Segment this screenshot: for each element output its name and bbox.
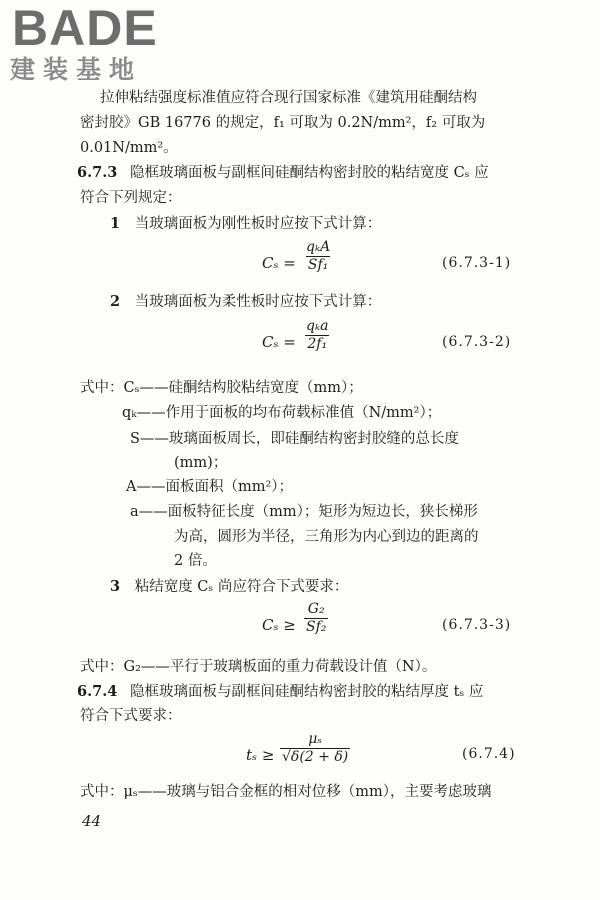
brand-tagline: 建装基地 bbox=[10, 55, 143, 84]
item-text: 当玻璃面板为刚性板时应按下式计算： bbox=[134, 216, 382, 232]
intro-line-2: 密封胶》GB 16776 的规定，f₁ 可取为 0.2N/mm²，f₂ 可取为 bbox=[80, 115, 486, 131]
numerator: G₂ bbox=[307, 601, 325, 617]
equation-3-fraction bbox=[304, 601, 328, 636]
item-number: 3 bbox=[110, 578, 121, 595]
numerator: qₖa bbox=[306, 318, 329, 334]
intro-line-3: 0.01N/mm²。 bbox=[80, 140, 178, 156]
var-a-line-3: 2 倍。 bbox=[174, 553, 217, 569]
var-qk: qₖ——作用于面板的均布荷载标准值（N/mm²）； bbox=[122, 405, 442, 421]
equation-1-lhs: Cₛ = bbox=[262, 254, 296, 272]
equation-2-label: (6.7.3-2) bbox=[442, 334, 512, 350]
var-s-line-2: (mm)； bbox=[174, 455, 228, 471]
where-g2: 式中：G₂——平行于玻璃板面的重力荷载设计值（N）。 bbox=[80, 659, 437, 675]
item-2 bbox=[110, 292, 381, 312]
section-text: 隐框玻璃面板与副框间硅酮结构密封胶的粘结宽度 Cₛ 应 bbox=[129, 165, 489, 181]
where-mu: 式中：μₛ——玻璃与铝合金框的相对位移（mm），主要考虑玻璃 bbox=[80, 784, 492, 800]
equation-4-lhs: tₛ ≥ bbox=[246, 746, 275, 764]
denominator: 2f₁ bbox=[307, 336, 328, 352]
numerator: μₛ bbox=[308, 731, 323, 747]
equation-3-lhs: Cₛ ≥ bbox=[262, 616, 296, 634]
var-a-line-2: 为高，圆形为半径，三角形为内心到边的距离的 bbox=[174, 529, 479, 545]
var-A: A——面板面积（mm²）； bbox=[126, 479, 294, 495]
page-number: 44 bbox=[82, 812, 102, 830]
equation-4-fraction bbox=[280, 731, 350, 766]
brand-logo: BADE bbox=[12, 0, 158, 56]
section-6-7-4-heading bbox=[77, 682, 483, 702]
section-6-7-3-heading bbox=[77, 163, 489, 183]
section-number: 6.7.4 bbox=[77, 683, 118, 700]
item-3 bbox=[110, 577, 348, 597]
equation-2-lhs: Cₛ = bbox=[262, 333, 296, 351]
equation-1-fraction bbox=[304, 239, 332, 274]
section-6-7-3-line-2: 符合下列规定： bbox=[80, 190, 182, 206]
equation-4-label: (6.7.4) bbox=[462, 746, 516, 762]
equation-2-fraction bbox=[304, 318, 330, 353]
item-number: 2 bbox=[110, 293, 121, 310]
var-cs bbox=[80, 378, 363, 398]
section-6-7-4-line-2: 符合下式要求： bbox=[80, 708, 182, 724]
numerator: qₖA bbox=[306, 239, 331, 255]
denominator: Sf₁ bbox=[307, 257, 329, 273]
var-text: Cₛ——硅酮结构胶粘结宽度（mm）； bbox=[123, 380, 363, 396]
item-text: 当玻璃面板为柔性板时应按下式计算： bbox=[134, 294, 382, 310]
section-number: 6.7.3 bbox=[77, 164, 118, 181]
item-number: 1 bbox=[110, 215, 121, 232]
section-text: 隐框玻璃面板与副框间硅酮结构密封胶的粘结厚度 tₛ 应 bbox=[129, 684, 484, 700]
item-text: 粘结宽度 Cₛ 尚应符合下式要求： bbox=[134, 579, 349, 595]
where-prefix: 式中： bbox=[80, 380, 124, 396]
equation-3-label: (6.7.3-3) bbox=[442, 617, 512, 633]
var-s-line-1: S——玻璃面板周长，即硅酮结构密封胶缝的总长度 bbox=[130, 431, 459, 447]
equation-1-label: (6.7.3-1) bbox=[442, 255, 512, 271]
denominator: √δ(2 + δ) bbox=[282, 749, 349, 765]
denominator: Sf₂ bbox=[306, 619, 327, 635]
item-1 bbox=[110, 214, 381, 234]
var-a-line-1: a——面板特征长度（mm）；矩形为短边长，狭长梯形 bbox=[130, 504, 478, 520]
intro-line-1: 拉伸粘结强度标准值应符合现行国家标准《建筑用硅酮结构 bbox=[100, 90, 477, 106]
